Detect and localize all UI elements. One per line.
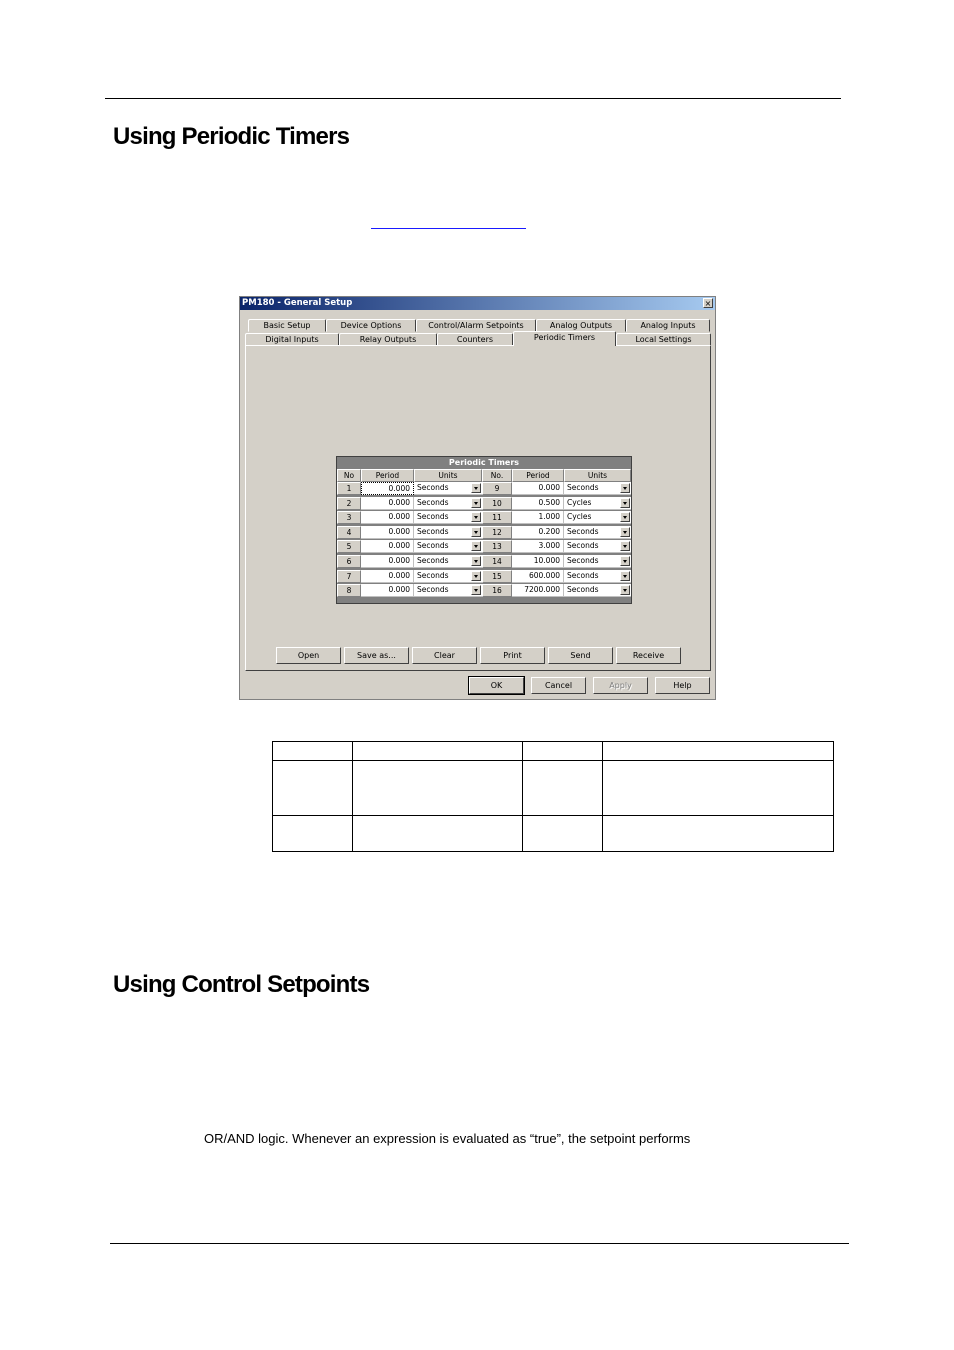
units-select[interactable] [414, 570, 482, 583]
table-cell [353, 816, 523, 852]
tab-relay-outputs[interactable]: Relay Outputs [339, 333, 437, 346]
units-select-value: Seconds [417, 526, 449, 536]
row-number-value: 5 [346, 542, 352, 552]
row-number-value: 7 [346, 571, 352, 581]
units-select[interactable] [414, 555, 482, 568]
row-number [337, 511, 361, 524]
chevron-down-icon[interactable] [471, 571, 481, 581]
table-cell [523, 761, 603, 816]
grid-title: Periodic Timers [448, 458, 520, 467]
units-select[interactable] [414, 526, 482, 539]
units-select[interactable] [414, 482, 482, 495]
table-cell [353, 761, 523, 816]
row-number [482, 482, 512, 495]
section-heading-periodic-timers: Using Periodic Timers [113, 123, 350, 150]
col-header-no2: No. [482, 469, 512, 482]
periodic-timers-panel [245, 345, 711, 671]
receive-button[interactable]: Receive [616, 647, 681, 664]
row-number [337, 526, 361, 539]
row-number-value: 12 [492, 527, 502, 537]
row-number-value: 6 [346, 557, 352, 566]
period-field[interactable] [512, 584, 564, 597]
units-select[interactable] [414, 584, 482, 597]
row-number-value: 4 [346, 527, 352, 537]
row-number-value: 2 [346, 498, 352, 508]
send-button[interactable]: Send [548, 647, 613, 664]
period-field[interactable] [361, 584, 414, 597]
open-button[interactable]: Open [276, 647, 341, 664]
table-cell [353, 742, 523, 761]
period-field-value: 0.000 [388, 541, 410, 551]
col-header-units: Units [414, 469, 482, 482]
period-field-value: 0.000 [388, 585, 410, 595]
general-setup-dialog [239, 296, 716, 700]
period-field-value: 0.000 [388, 570, 410, 580]
period-field[interactable] [512, 540, 564, 553]
dialog-titlebar [240, 297, 715, 310]
chevron-down-icon[interactable] [620, 556, 630, 566]
chevron-down-icon[interactable] [620, 541, 630, 551]
periodic-timers-grid [336, 456, 632, 604]
tab-analog-inputs[interactable]: Analog Inputs [626, 319, 710, 332]
chevron-down-icon[interactable] [471, 498, 481, 508]
table-cell [523, 742, 603, 761]
tab-control-alarm-setpoints[interactable]: Control/Alarm Setpoints [416, 319, 536, 332]
units-select-value: Seconds [567, 570, 599, 580]
period-field-value: 0.000 [388, 556, 410, 565]
chevron-down-icon[interactable] [471, 483, 481, 493]
cancel-button[interactable]: Cancel [531, 677, 586, 694]
period-field-value: 0.000 [538, 483, 560, 492]
footer-rule [110, 1243, 849, 1244]
period-field[interactable] [512, 511, 564, 524]
units-select-value: Seconds [417, 497, 449, 507]
tab-digital-inputs[interactable]: Digital Inputs [245, 333, 339, 346]
table-cell [603, 742, 834, 761]
units-select[interactable] [414, 497, 482, 510]
row-number-value: 13 [492, 542, 502, 552]
row-number [482, 570, 512, 583]
parameter-table [272, 741, 834, 852]
body-paragraph-fragment: OR/AND logic. Whenever an expression is evaluated as “true”, the setpoint performs [204, 1131, 691, 1146]
header-rule [105, 98, 841, 99]
period-field[interactable] [361, 555, 414, 568]
tab-basic-setup[interactable]: Basic Setup [248, 319, 326, 332]
period-field[interactable] [361, 482, 414, 495]
ok-button[interactable]: OK [469, 677, 524, 694]
period-field[interactable] [361, 497, 414, 510]
table-row [273, 761, 834, 816]
period-field-value: 1.000 [538, 512, 560, 522]
col-header-period: Period [361, 469, 414, 482]
row-number-value: 9 [494, 484, 500, 493]
row-number [482, 497, 512, 510]
units-select[interactable] [414, 540, 482, 553]
clear-button[interactable]: Clear [412, 647, 477, 664]
apply-button[interactable]: Apply [593, 677, 648, 694]
units-select[interactable] [564, 526, 631, 539]
units-select-value: Seconds [567, 541, 599, 551]
table-cell [273, 761, 353, 816]
chevron-down-icon[interactable] [620, 498, 630, 508]
units-select-value: Seconds [417, 556, 449, 565]
save-as-button[interactable]: Save as... [344, 647, 409, 664]
row-number-value: 14 [492, 557, 502, 566]
row-number-value: 10 [492, 498, 502, 508]
row-number [482, 511, 512, 524]
period-field-value: 10.000 [533, 556, 560, 565]
row-number-value: 16 [492, 586, 502, 596]
units-select-value: Seconds [417, 570, 449, 580]
period-field[interactable] [512, 497, 564, 510]
period-field[interactable] [512, 526, 564, 539]
col-header-units2: Units [564, 469, 631, 482]
units-select[interactable] [564, 570, 631, 583]
chevron-down-icon[interactable] [620, 527, 630, 537]
chevron-down-icon[interactable] [620, 483, 630, 493]
row-number [337, 497, 361, 510]
tab-counters[interactable]: Counters [437, 333, 513, 346]
row-number [482, 584, 512, 597]
chevron-down-icon[interactable] [620, 585, 630, 595]
units-select-value: Cycles [567, 512, 592, 522]
chevron-down-icon[interactable] [471, 527, 481, 537]
row-number-value: 8 [346, 586, 352, 596]
units-select-value: Seconds [417, 512, 449, 522]
row-number [337, 482, 361, 495]
period-field[interactable] [361, 570, 414, 583]
row-number-value: 3 [346, 513, 352, 523]
period-field-value: 0.000 [388, 526, 410, 536]
tab-local-settings[interactable]: Local Settings [616, 333, 711, 346]
row-number-value: 1 [346, 484, 352, 493]
table-cell [273, 816, 353, 852]
print-button[interactable]: Print [480, 647, 545, 664]
period-field-value: 600.000 [528, 570, 560, 580]
units-select[interactable] [564, 482, 631, 495]
col-header-period2: Period [512, 469, 564, 482]
period-field-value: 0.000 [388, 497, 410, 507]
dialog-title: PM180 - General Setup [242, 298, 353, 308]
chevron-down-icon[interactable] [471, 541, 481, 551]
col-header-no: No [337, 469, 361, 482]
period-field-value: 7200.000 [524, 585, 560, 595]
units-select[interactable] [564, 555, 631, 568]
period-field-value: 0.500 [538, 497, 560, 507]
chevron-down-icon[interactable] [471, 556, 481, 566]
row-number [337, 540, 361, 553]
period-field[interactable] [361, 511, 414, 524]
units-select[interactable] [414, 511, 482, 524]
tab-periodic-timers[interactable]: Periodic Timers [513, 331, 616, 346]
row-number [337, 570, 361, 583]
period-field-value: 0.200 [538, 526, 560, 536]
period-field[interactable] [361, 526, 414, 539]
units-select[interactable] [564, 511, 631, 524]
period-field[interactable] [512, 555, 564, 568]
table-header-row [273, 742, 834, 761]
tab-analog-outputs[interactable]: Analog Outputs [536, 319, 626, 332]
hyperlink-underline[interactable] [371, 228, 526, 229]
chevron-down-icon[interactable] [471, 585, 481, 595]
help-button[interactable]: Help [655, 677, 710, 694]
units-select[interactable] [564, 584, 631, 597]
row-number [337, 584, 361, 597]
period-field-value: 0.000 [388, 484, 410, 493]
chevron-down-icon[interactable] [620, 571, 630, 581]
units-select[interactable] [564, 540, 631, 553]
chevron-down-icon[interactable] [471, 512, 481, 522]
table-cell [523, 816, 603, 852]
period-field[interactable] [512, 482, 564, 495]
units-select-value: Seconds [567, 585, 599, 595]
row-number [482, 555, 512, 568]
table-cell [273, 742, 353, 761]
table-row [273, 816, 834, 852]
units-select-value: Seconds [567, 526, 599, 536]
row-number [482, 540, 512, 553]
section-heading-control-setpoints: Using Control Setpoints [113, 971, 370, 998]
table-cell [603, 816, 834, 852]
units-select-value: Seconds [567, 483, 599, 492]
period-field[interactable] [361, 540, 414, 553]
units-select-value: Seconds [417, 483, 449, 492]
units-select-value: Cycles [567, 497, 592, 507]
table-cell [603, 761, 834, 816]
row-number [482, 526, 512, 539]
period-field-value: 0.000 [388, 512, 410, 522]
row-number-value: 11 [492, 513, 502, 523]
tab-device-options[interactable]: Device Options [326, 319, 416, 332]
row-number-value: 15 [492, 571, 502, 581]
row-number [337, 555, 361, 568]
period-field-value: 3.000 [538, 541, 560, 551]
period-field[interactable] [512, 570, 564, 583]
units-select-value: Seconds [417, 541, 449, 551]
units-select[interactable] [564, 497, 631, 510]
units-select-value: Seconds [417, 585, 449, 595]
chevron-down-icon[interactable] [620, 512, 630, 522]
units-select-value: Seconds [567, 556, 599, 565]
close-icon[interactable]: × [704, 299, 712, 308]
